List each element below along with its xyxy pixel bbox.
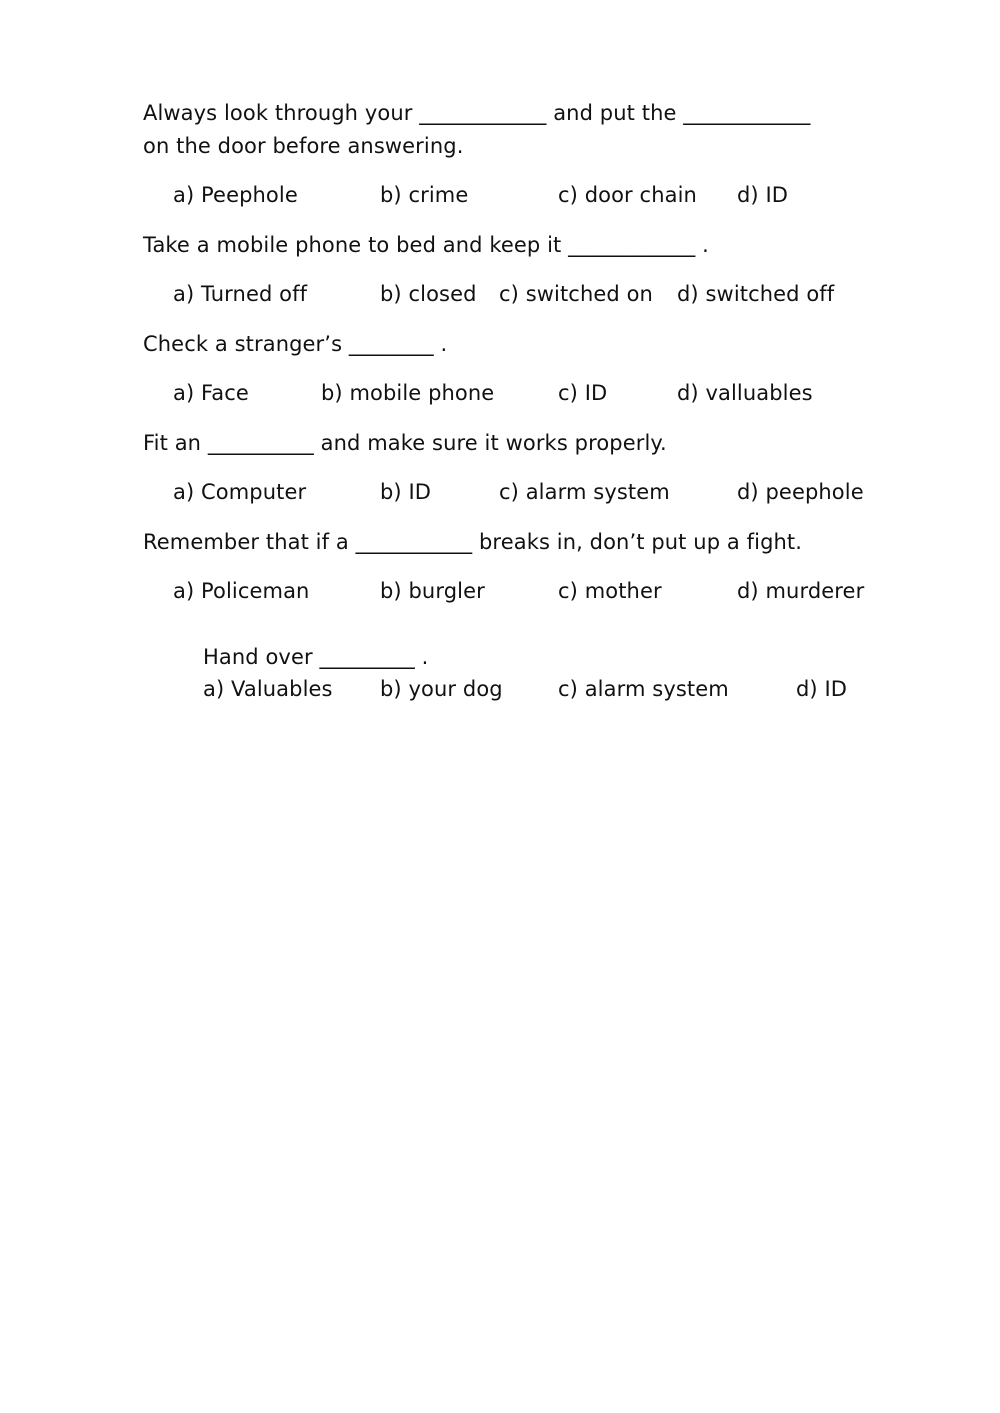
question-6-option-a[interactable]: a) Valuables [203,677,333,701]
question-6-option-b[interactable]: b) your dog [380,677,503,701]
question-2-option-d[interactable]: d) switched off [677,282,835,306]
question-3-line-1: Check a stranger’s ________ . [143,332,448,356]
question-5-option-b[interactable]: b) burgler [380,579,485,603]
question-1-option-b[interactable]: b) crime [380,183,469,207]
question-5-option-c[interactable]: c) mother [558,579,662,603]
question-2-option-b[interactable]: b) closed [380,282,477,306]
question-5-option-d[interactable]: d) murderer [737,579,865,603]
question-5-option-a[interactable]: a) Policeman [173,579,310,603]
question-4-option-a[interactable]: a) Computer [173,480,307,504]
question-3-option-d[interactable]: d) valluables [677,381,813,405]
question-1-line-1: Always look through your ____________ and put the ____________ [143,101,811,125]
question-5-line-1: Remember that if a ___________ breaks in, don’t put up a fight. [143,530,803,554]
question-4-option-d[interactable]: d) peephole [737,480,864,504]
question-2-option-c[interactable]: c) switched on [499,282,653,306]
question-2-option-a[interactable]: a) Turned off [173,282,308,306]
question-6-option-c[interactable]: c) alarm system [558,677,729,701]
question-1-option-c[interactable]: c) door chain [558,183,697,207]
question-4-option-b[interactable]: b) ID [380,480,432,504]
question-3-option-b[interactable]: b) mobile phone [321,381,495,405]
question-1-option-d[interactable]: d) ID [737,183,789,207]
question-1-line-2: on the door before answering. [143,134,464,158]
question-4-option-c[interactable]: c) alarm system [499,480,670,504]
question-2-line-1: Take a mobile phone to bed and keep it ____________ . [143,233,709,257]
question-1-option-a[interactable]: a) Peephole [173,183,298,207]
question-3-option-a[interactable]: a) Face [173,381,249,405]
question-4-line-1: Fit an __________ and make sure it works properly. [143,431,667,455]
question-6-option-d[interactable]: d) ID [796,677,848,701]
question-3-option-c[interactable]: c) ID [558,381,608,405]
question-6-line-1: Hand over _________ . [203,645,429,669]
